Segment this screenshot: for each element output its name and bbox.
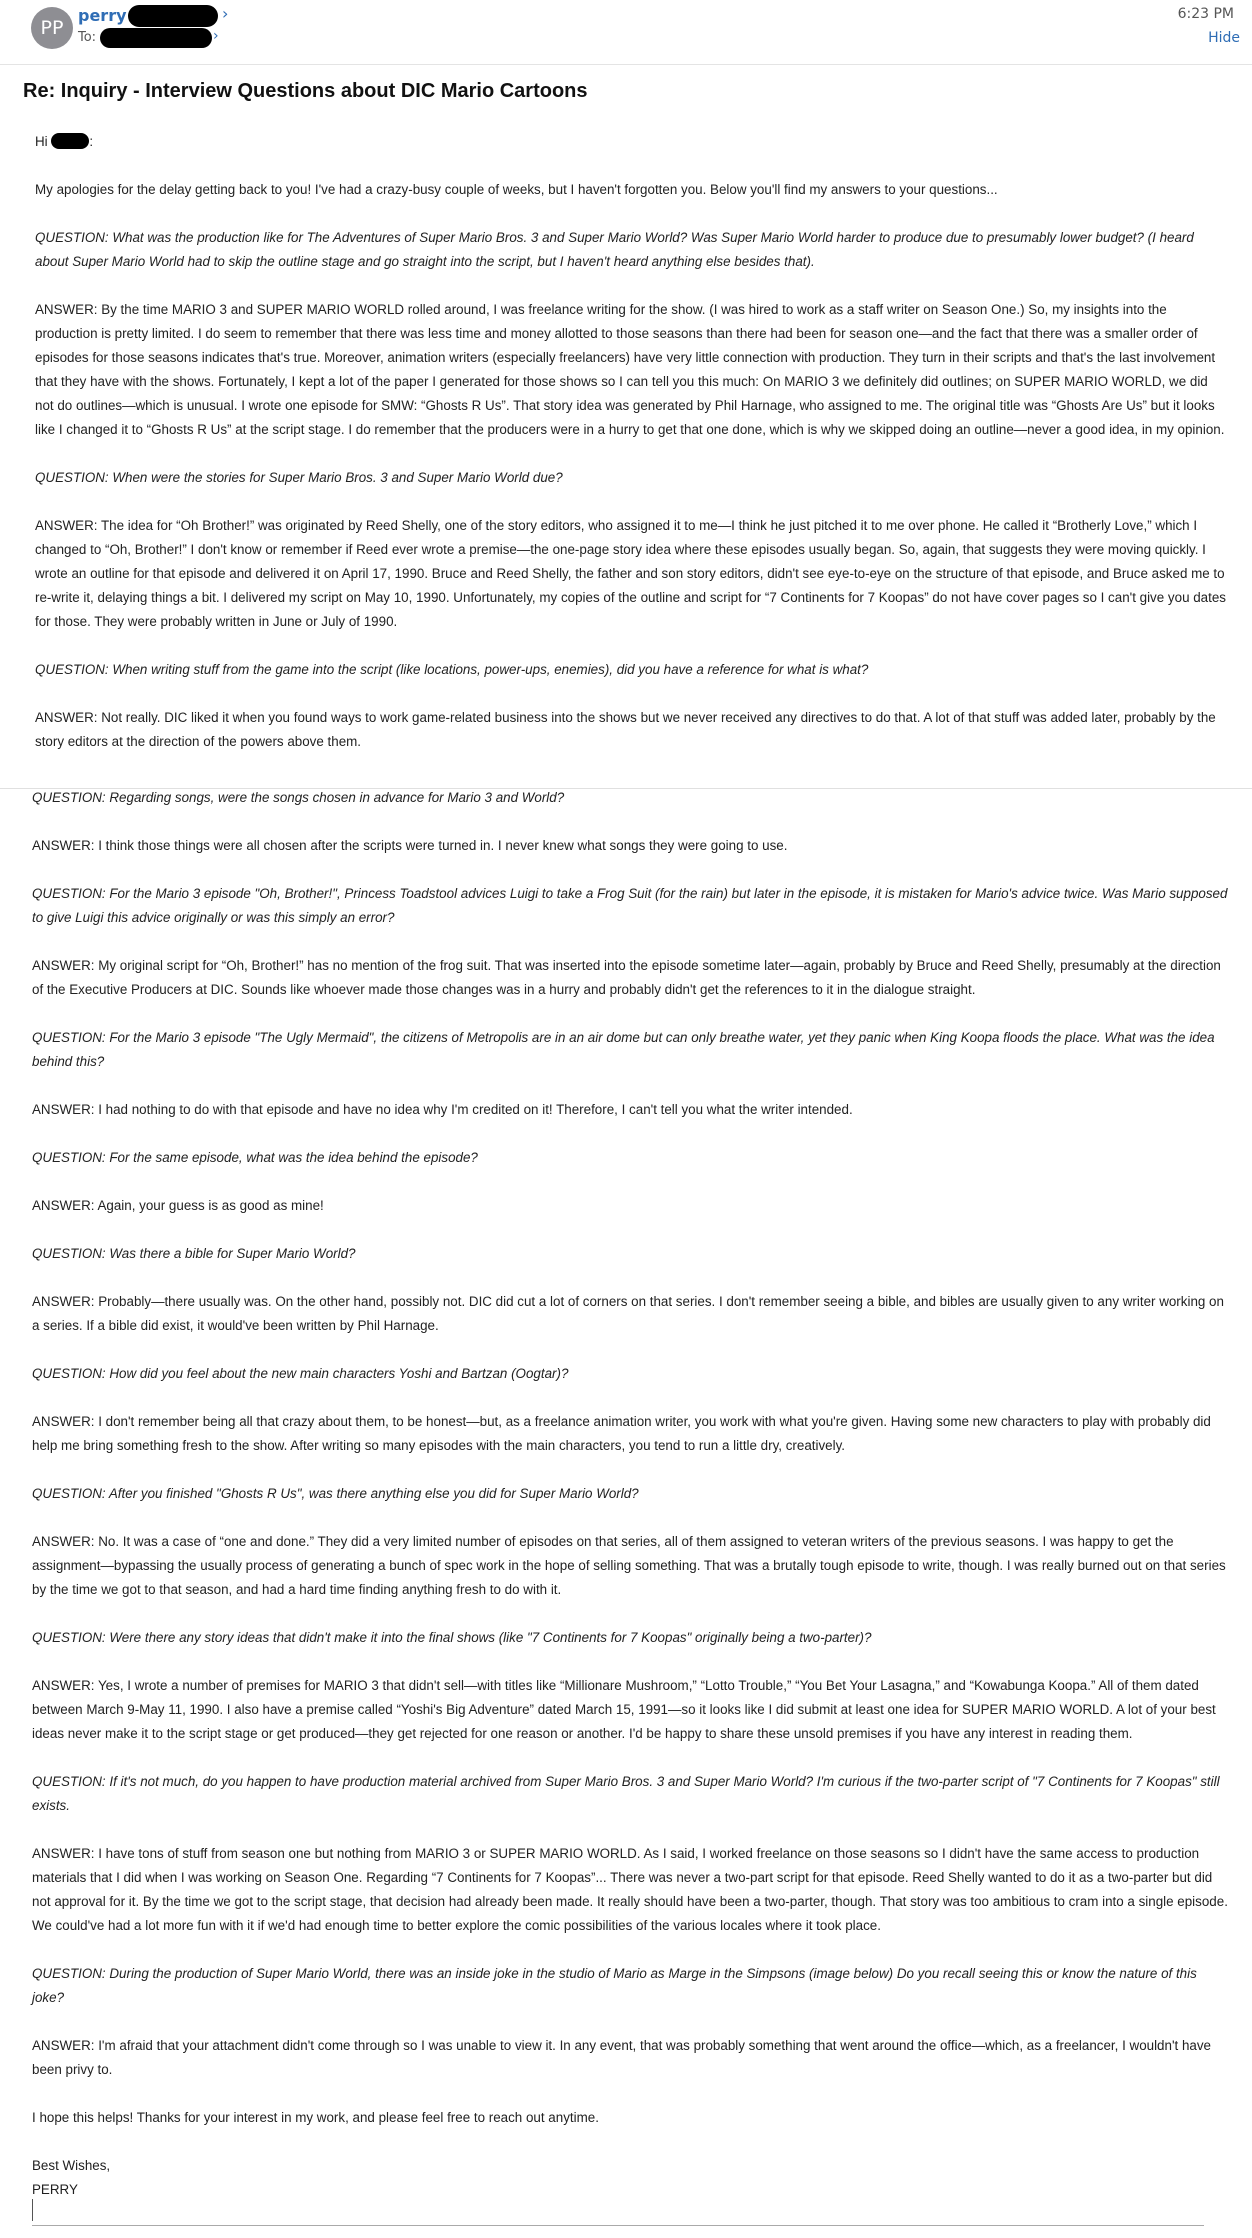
text-cursor (32, 2199, 33, 2221)
question: QUESTION: For the Mario 3 episode "Oh, Brother!", Princess Toadstool advices Luigi to take a Frog Suit (for the rain) but later in the episode, it is mistaken for Mario's advice twice. Was Mario supposed to give Luigi this advice originally or was this simply an error? (32, 886, 1228, 925)
question: QUESTION: Were there any story ideas that didn't make it into the final shows (like "7 Continents for 7 Koopas" originally being a two-parter)? (32, 1630, 872, 1645)
question: QUESTION: For the same episode, what was the idea behind the episode? (32, 1150, 478, 1165)
message-header (0, 0, 1252, 65)
answer: ANSWER: I'm afraid that your attachment didn't come through so I was unable to view it. In any event, that was probably something that went around the office—which, as a freelancer, I wouldn't have been privy to. (32, 2038, 1211, 2077)
question: QUESTION: How did you feel about the new main characters Yoshi and Bartzan (Oogtar)? (32, 1366, 569, 1381)
question: QUESTION: After you finished "Ghosts R Us", was there anything else you did for Super Mario World? (32, 1486, 639, 1501)
signature-name: PERRY (32, 2182, 78, 2197)
question: QUESTION: Regarding songs, were the songs chosen in advance for Mario 3 and World? (32, 790, 565, 805)
question: QUESTION: What was the production like for The Adventures of Super Mario Bros. 3 and Super Mario World? Was Super Mario World harder to produce due to presumably lower budget? (I heard about Super Mario World had to skip the outline stage and go straight into the script, but I haven't heard anything else besides that). (35, 230, 1194, 269)
answer: ANSWER: The idea for “Oh Brother!” was originated by Reed Shelly, one of the story editors, who assigned it to me—I think he just pitched it to me over phone. He called it “Brotherly Love,” which I changed to “Oh, Brother!” I don't know or remember if Reed ever wrote a premise—the one-page story idea where these episodes usually began. So, again, that suggests they were moving quickly. I wrote an outline for that episode and delivered it on April 17, 1990. Bruce and Reed Shelly, the father and son story editors, didn't see eye-to-eye on the structure of that episode, and Bruce asked me to re-write it, delaying things a bit. I delivered my script on May 10, 1990. Unfortunately, my copies of the outline and script for “7 Continents for 7 Koopas” do not have cover pages so I can't give you dates for those. They were probably written in June or July of 1990. (35, 518, 1226, 629)
redacted-name (51, 133, 89, 149)
answer: ANSWER: I had nothing to do with that episode and have no idea why I'm credited on it! Therefore, I can't tell you what the writer intended. (32, 1102, 853, 1117)
hide-button[interactable]: Hide (1208, 30, 1240, 46)
answer: ANSWER: My original script for “Oh, Brother!” has no mention of the frog suit. That was inserted into the episode sometime later—again, probably by Bruce and Reed Shelly, presumably at the direction of the Executive Producers at DIC. Sounds like whoever made those changes was in a hurry and probably didn't get the references to it in the dialogue straight. (32, 958, 1221, 997)
answer: ANSWER: I think those things were all chosen after the scripts were turned in. I never knew what songs they were going to use. (32, 838, 788, 853)
answer: ANSWER: Probably—there usually was. On the other hand, possibly not. DIC did cut a lot of corners on that series. I don't remember seeing a bible, and bibles are usually given to any writer working on a series. If a bible did exist, it would've been written by Phil Harnage. (32, 1294, 1224, 1333)
message-time: 6:23 PM (1177, 6, 1234, 22)
redacted-recipient (100, 28, 212, 48)
greeting (35, 130, 1230, 154)
question: QUESTION: When were the stories for Super Mario Bros. 3 and Super Mario World due? (35, 470, 563, 485)
question: QUESTION: When writing stuff from the game into the script (like locations, power-ups, enemies), did you have a reference for what is what? (35, 662, 869, 677)
chevron-right-icon[interactable]: › (222, 4, 229, 23)
greeting-colon: : (89, 134, 94, 149)
message-body-continued (32, 786, 1230, 2202)
reply-area-rule (32, 2225, 1204, 2226)
answer: ANSWER: Yes, I wrote a number of premises for MARIO 3 that didn't sell—with titles like “Millionare Mushroom,” “Lotto Trouble,” “You Bet Your Lasagna,” and “Kowabunga Koopa.” All of them dated between March 9-May 11, 1990. I also have a premise called “Yoshi's Big Adventure” dated March 15, 1991—so it looks like I did submit at least one idea for SUPER MARIO WORLD. A lot of your best ideas never make it to the script stage or get produced—they get rejected for one reason or another. I'd be happy to share these unsold premises if you have any interest in reading them. (32, 1678, 1216, 1741)
signoff-line: Best Wishes, (32, 2158, 111, 2173)
intro-paragraph: My apologies for the delay getting back to you! I've had a crazy-busy couple of weeks, but I haven't forgotten you. Below you'll find my answers to your questions... (35, 182, 998, 197)
closing-paragraph: I hope this helps! Thanks for your interest in my work, and please feel free to reach out anytime. (32, 2110, 599, 2125)
message-subject: Re: Inquiry - Interview Questions about DIC Mario Cartoons (23, 80, 588, 102)
answer: ANSWER: Again, your guess is as good as mine! (32, 1198, 324, 1213)
sender-name[interactable]: perry (78, 6, 127, 25)
redacted-email (128, 5, 218, 27)
question: QUESTION: Was there a bible for Super Mario World? (32, 1246, 356, 1261)
answer: ANSWER: I have tons of stuff from season one but nothing from MARIO 3 or SUPER MARIO WORLD. As I said, I worked freelance on those seasons so I didn't have the same access to production materials that I did when I was working on Season One. Regarding “7 Continents for 7 Koopas”... There was never a two-part script for that episode. Reed Shelly wanted to do it as a two-parter but did not approval for it. By the time we got to the script stage, that decision had already been made. It really should have been a two-parter, though. That story was too ambitious to cram into a single episode. We could've had a lot more fun with it if we'd had enough time to better explore the comic possibilities of the various locales where it took place. (32, 1846, 1228, 1933)
question: QUESTION: If it's not much, do you happen to have production material archived from Super Mario Bros. 3 and Super Mario World? I'm curious if the two-parter script of "7 Continents for 7 Koopas" still exists. (32, 1774, 1220, 1813)
greeting-hi: Hi (35, 134, 48, 149)
message-body (35, 130, 1230, 778)
answer: ANSWER: By the time MARIO 3 and SUPER MARIO WORLD rolled around, I was freelance writing for the show. (I was hired to work as a staff writer on Season One.) So, my insights into the production is pretty limited. I do seem to remember that there was less time and money allotted to those seasons than there had been for season one—and the fact that there was a smaller order of episodes for those seasons indicates that's true. Moreover, animation writers (especially freelancers) have very little connection with production. They turn in their scripts and that's the last involvement that they have with the shows. Fortunately, I kept a lot of the paper I generated for those shows so I can tell you this much: On MARIO 3 we definitely did outlines; on SUPER MARIO WORLD, we did not do outlines—which is unusual. I wrote one episode for SMW: “Ghosts R Us”. That story idea was generated by Phil Harnage, who assigned to me. The original title was “Ghosts Are Us” but it looks like I changed it to “Ghosts R Us” at the script stage. I do remember that the producers were in a hurry to get that one done, which is why we skipped doing an outline—never a good idea, in my opinion. (35, 302, 1225, 437)
chevron-right-icon[interactable]: › (213, 28, 219, 44)
question: QUESTION: During the production of Super Mario World, there was an inside joke in the studio of Mario as Marge in the Simpsons (image below) Do you recall seeing this or know the nature of this joke? (32, 1966, 1197, 2005)
answer: ANSWER: Not really. DIC liked it when you found ways to work game-related business into the shows but we never received any directives to do that. A lot of that stuff was added later, probably by the story editors at the direction of the powers above them. (35, 710, 1216, 749)
sender-avatar: PP (31, 7, 73, 49)
answer: ANSWER: I don't remember being all that crazy about them, to be honest—but, as a freelance animation writer, you work with what you're given. Having some new characters to play with probably did help me bring something fresh to the show. After writing so many episodes with the main characters, you tend to run a little dry, creatively. (32, 1414, 1211, 1453)
answer: ANSWER: No. It was a case of “one and done.” They did a very limited number of episodes on that series, all of them assigned to veteran writers of the previous seasons. I was happy to get the assignment—bypassing the usually process of generating a bunch of spec work in the hope of selling something. That was a brutally tough episode to write, though. I was really burned out on that series by the time we got to that season, and had a hard time finding anything fresh to do with it. (32, 1534, 1226, 1597)
question: QUESTION: For the Mario 3 episode "The Ugly Mermaid", the citizens of Metropolis are in an air dome but can only breathe water, yet they panic when King Koopa floods the place. What was the idea behind this? (32, 1030, 1215, 1069)
to-label: To: (78, 30, 97, 45)
